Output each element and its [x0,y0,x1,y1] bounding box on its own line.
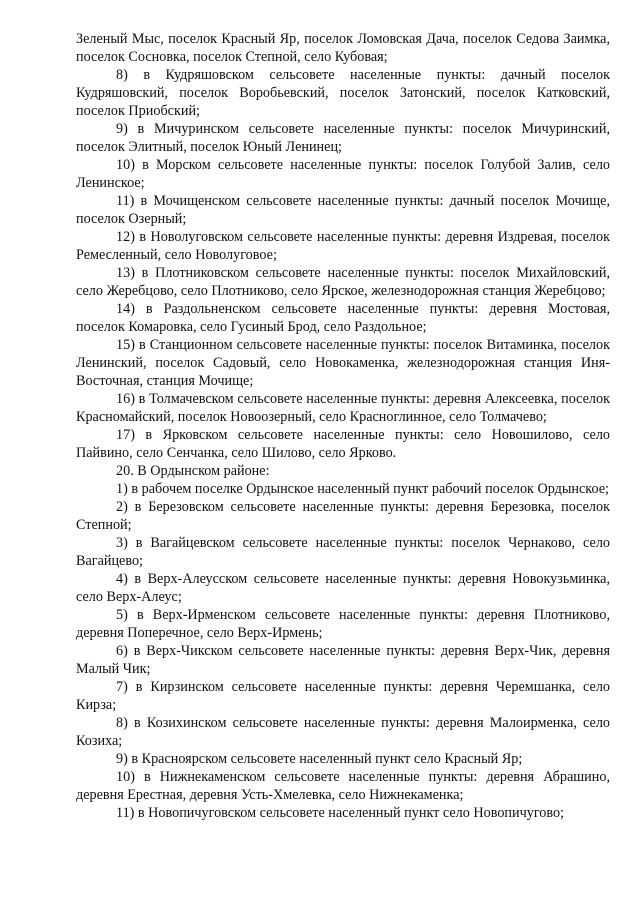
paragraph: 10) в Нижнекаменском сельсовете населенные пункты: деревня Абрашино, деревня Ерестная, деревня Усть-Хмелевка, село Нижнекаменка; [76,769,610,803]
section-heading: 20. В Ордынском районе: [116,463,270,479]
paragraph: Зеленый Мыс, поселок Красный Яр, поселок Ломовская Дача, поселок Седова Заимка, поселок Сосновка, поселок Степной, село Кубовая; [76,31,610,65]
paragraph: 13) в Плотниковском сельсовете населенные пункты: поселок Михайловский, село Жеребцово, село Плотниково, село Ярское, железнодорожная станция Жеребцово; [76,265,610,299]
paragraph: 5) в Верх-Ирменском сельсовете населенные пункты: деревня Плотниково, деревня Поперечное, село Верх-Ирмень; [76,607,610,641]
paragraph: 16) в Толмачевском сельсовете населенные пункты: деревня Алексеевка, поселок Красномайский, поселок Новоозерный, село Красноглинное, село Толмачево; [76,391,610,425]
paragraph: 15) в Станционном сельсовете населенные пункты: поселок Витаминка, поселок Ленинский, поселок Садовый, село Новокаменка, железнодорожная станция Иня-Восточная, станция Мочище; [76,337,610,389]
paragraph: 4) в Верх-Алеусском сельсовете населенные пункты: деревня Новокузьминка, село Верх-Алеус; [76,571,610,605]
document-body [76,30,610,822]
paragraph: 7) в Кирзинском сельсовете населенные пункты: деревня Черемшанка, село Кирза; [76,679,610,713]
paragraph: 3) в Вагайцевском сельсовете населенные пункты: поселок Чернаково, село Вагайцево; [76,535,610,569]
paragraph: 6) в Верх-Чикском сельсовете населенные пункты: деревня Верх-Чик, деревня Малый Чик; [76,643,610,677]
paragraph: 11) в Новопичуговском сельсовете населенный пункт село Новопичугово; [116,805,565,821]
paragraph: 11) в Мочищенском сельсовете населенные пункты: дачный поселок Мочище, поселок Озерный; [76,193,610,227]
paragraph: 8) в Кудряшовском сельсовете населенные пункты: дачный поселок Кудряшовский, поселок Воробьевский, поселок Затонский, поселок Катковский, поселок Приобский; [76,67,610,119]
paragraph: 9) в Мичуринском сельсовете населенные пункты: поселок Мичуринский, поселок Элитный, поселок Юный Ленинец; [76,121,610,155]
paragraph: 17) в Ярковском сельсовете населенные пункты: село Новошилово, село Пайвино, село Сенчанка, село Шилово, село Ярково. [76,427,610,461]
paragraph: 10) в Морском сельсовете населенные пункты: поселок Голубой Залив, село Ленинское; [76,157,610,191]
paragraph: 12) в Новолуговском сельсовете населенные пункты: деревня Издревая, поселок Ремесленный, село Новолуговое; [76,229,610,263]
paragraph: 14) в Раздольненском сельсовете населенные пункты: деревня Мостовая, поселок Комаровка, село Гусиный Брод, село Раздольное; [76,301,610,335]
paragraph: 2) в Березовском сельсовете населенные пункты: деревня Березовка, поселок Степной; [76,499,610,533]
paragraph: 9) в Красноярском сельсовете населенный пункт село Красный Яр; [116,751,523,767]
paragraph: 8) в Козихинском сельсовете населенные пункты: деревня Малоирменка, село Козиха; [76,715,610,749]
paragraph: 1) в рабочем поселке Ордынское населенный пункт рабочий поселок Ордынское; [116,481,609,497]
